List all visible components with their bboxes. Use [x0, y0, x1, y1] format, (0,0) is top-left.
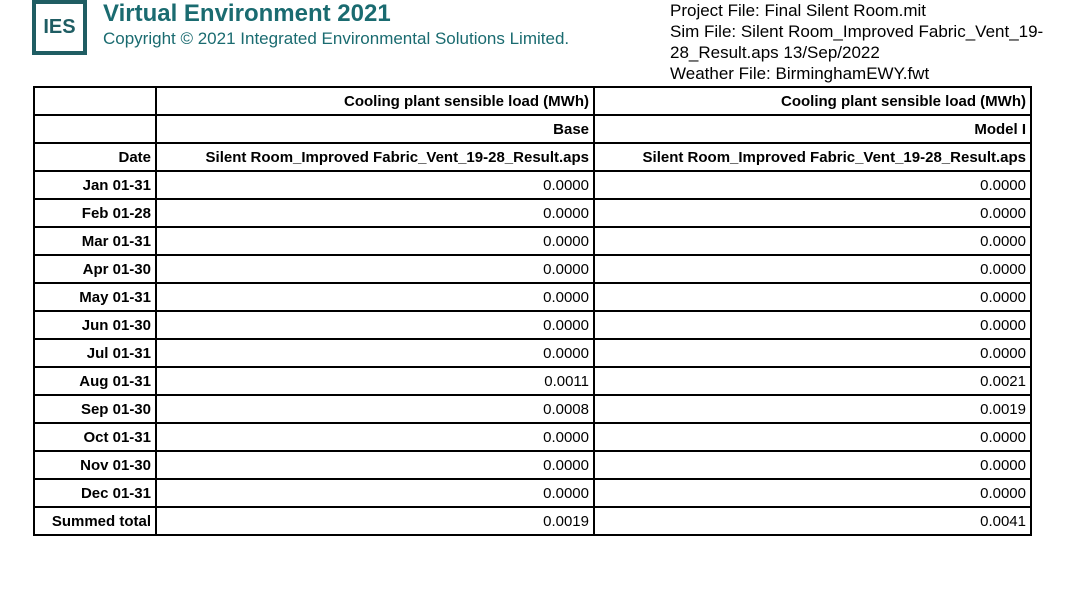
- header-row: [34, 143, 1031, 171]
- table-row: [34, 367, 1031, 395]
- column-header: Model I: [594, 115, 1031, 143]
- table-row: [34, 339, 1031, 367]
- project-file: Project File: Final Silent Room.mit: [670, 1, 927, 20]
- weather-file: Weather File: BirminghamEWY.fwt: [670, 64, 930, 83]
- table-cell: 0.0000: [156, 423, 594, 451]
- app-title: Virtual Environment 2021: [103, 0, 391, 27]
- table-cell: 0.0000: [594, 255, 1031, 283]
- table-cell: 0.0000: [156, 479, 594, 507]
- table-row: [34, 311, 1031, 339]
- table-cell: 0.0000: [594, 423, 1031, 451]
- row-label: Jul 01-31: [34, 339, 156, 367]
- column-header: Silent Room_Improved Fabric_Vent_19-28_Result.aps: [156, 143, 594, 171]
- table-cell: 0.0021: [594, 367, 1031, 395]
- column-header: Cooling plant sensible load (MWh): [594, 87, 1031, 115]
- table-cell: 0.0011: [156, 367, 594, 395]
- sim-file-line1: Sim File: Silent Room_Improved Fabric_Vent_19-: [670, 22, 1044, 41]
- table-cell: 0.0000: [156, 339, 594, 367]
- table-row: [34, 283, 1031, 311]
- header-row: [34, 115, 1031, 143]
- row-label: Feb 01-28: [34, 199, 156, 227]
- table-cell: 0.0000: [156, 451, 594, 479]
- header-row: [34, 87, 1031, 115]
- table-cell: 0.0000: [594, 451, 1031, 479]
- table-cell: 0.0000: [156, 171, 594, 199]
- row-label-header: [34, 115, 156, 143]
- row-label: Jun 01-30: [34, 311, 156, 339]
- table-row: [34, 451, 1031, 479]
- ies-logo-text: IES: [36, 4, 83, 51]
- table-cell: 0.0000: [594, 227, 1031, 255]
- table-row: [34, 479, 1031, 507]
- ies-logo: [32, 0, 87, 55]
- table-row: [34, 171, 1031, 199]
- row-label: Aug 01-31: [34, 367, 156, 395]
- table-cell: 0.0019: [156, 507, 594, 535]
- column-header: Base: [156, 115, 594, 143]
- row-label: May 01-31: [34, 283, 156, 311]
- table-cell: 0.0000: [156, 283, 594, 311]
- row-label-header: [34, 87, 156, 115]
- table-row: [34, 507, 1031, 535]
- sim-file-line2: 28_Result.aps 13/Sep/2022: [670, 43, 880, 62]
- table-cell: 0.0000: [594, 479, 1031, 507]
- row-label: Mar 01-31: [34, 227, 156, 255]
- table-cell: 0.0008: [156, 395, 594, 423]
- column-header: Silent Room_Improved Fabric_Vent_19-28_Result.aps: [594, 143, 1031, 171]
- table-row: [34, 255, 1031, 283]
- row-label: Summed total: [34, 507, 156, 535]
- table-cell: 0.0019: [594, 395, 1031, 423]
- table-row: [34, 199, 1031, 227]
- table-row: [34, 227, 1031, 255]
- row-label: Oct 01-31: [34, 423, 156, 451]
- row-label: Dec 01-31: [34, 479, 156, 507]
- table-cell: 0.0000: [156, 199, 594, 227]
- results-table: [33, 86, 1032, 536]
- column-header: Cooling plant sensible load (MWh): [156, 87, 594, 115]
- table-row: [34, 395, 1031, 423]
- table-cell: 0.0000: [156, 227, 594, 255]
- table-cell: 0.0000: [594, 199, 1031, 227]
- results-table-body: [34, 87, 1031, 535]
- table-cell: 0.0000: [594, 283, 1031, 311]
- row-label: Sep 01-30: [34, 395, 156, 423]
- row-label-header: Date: [34, 143, 156, 171]
- file-info: [670, 0, 1065, 84]
- copyright-text: Copyright © 2021 Integrated Environmental Solutions Limited.: [103, 29, 570, 48]
- table-cell: 0.0041: [594, 507, 1031, 535]
- row-label: Nov 01-30: [34, 451, 156, 479]
- table-cell: 0.0000: [594, 171, 1031, 199]
- table-cell: 0.0000: [594, 311, 1031, 339]
- table-cell: 0.0000: [594, 339, 1031, 367]
- row-label: Jan 01-31: [34, 171, 156, 199]
- row-label: Apr 01-30: [34, 255, 156, 283]
- table-row: [34, 423, 1031, 451]
- table-cell: 0.0000: [156, 311, 594, 339]
- table-cell: 0.0000: [156, 255, 594, 283]
